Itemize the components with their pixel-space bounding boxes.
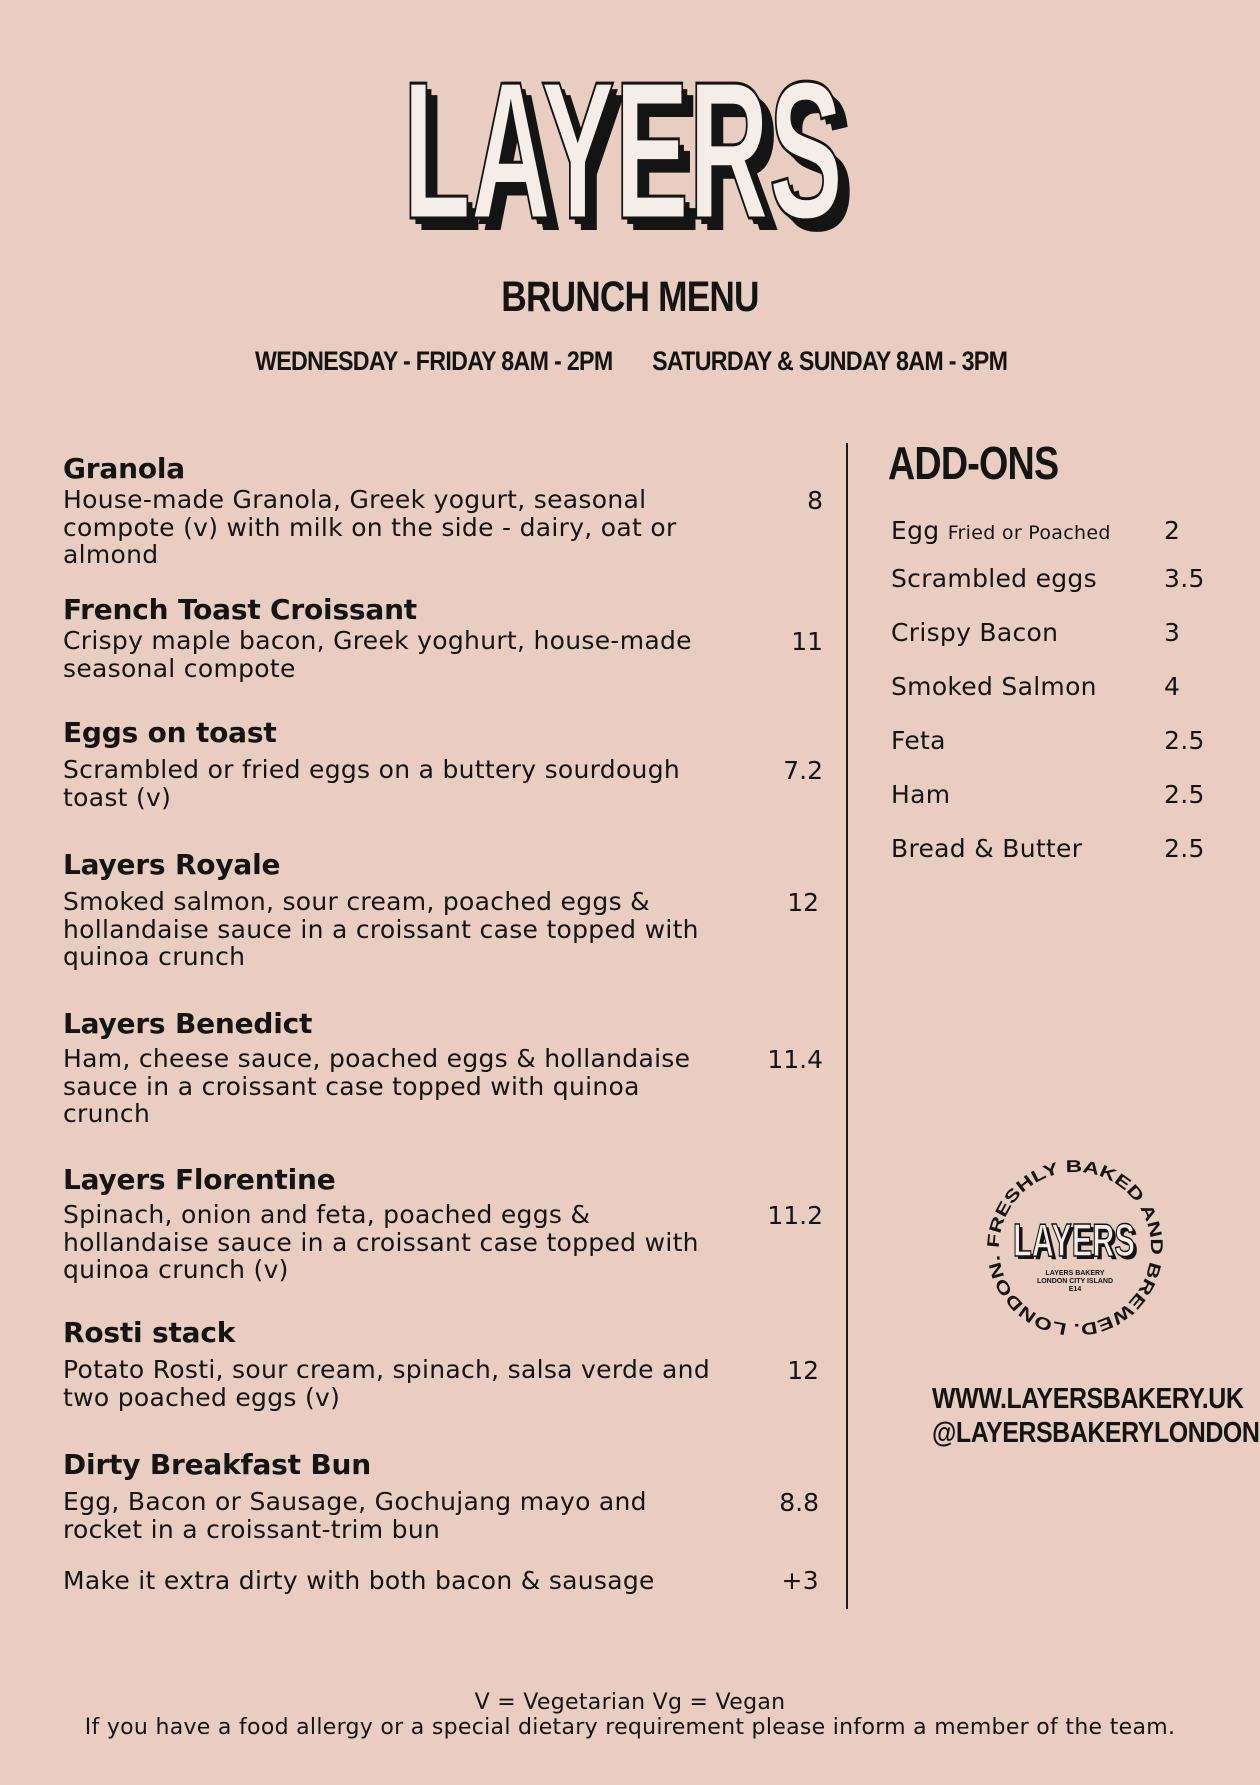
dietary-legend: V = Vegetarian Vg = Vegan bbox=[474, 1690, 786, 1715]
addon-price: 3 bbox=[1164, 618, 1181, 647]
addon-item bbox=[891, 726, 1211, 755]
addon-name: Feta bbox=[891, 726, 946, 755]
logo-face: LAYERS bbox=[403, 41, 843, 255]
social-handle[interactable]: @LAYERSBAKERYLONDON bbox=[932, 1417, 1260, 1449]
item-price: 12 bbox=[787, 1356, 819, 1385]
extra-price: +3 bbox=[781, 1566, 819, 1595]
addon-name: Scrambled eggs bbox=[891, 564, 1097, 593]
menu-item bbox=[63, 848, 823, 971]
addon-item bbox=[891, 780, 1211, 809]
menu-item bbox=[63, 1448, 823, 1543]
item-name: Layers Royale bbox=[63, 848, 281, 881]
addon-price: 2.5 bbox=[1164, 780, 1205, 809]
item-price: 7.2 bbox=[783, 756, 823, 785]
addon-price: 3.5 bbox=[1164, 564, 1205, 593]
stamp-line: E14 bbox=[1068, 1286, 1082, 1293]
item-price: 8.8 bbox=[779, 1488, 819, 1517]
addons-title: ADD-ONS bbox=[888, 437, 1059, 489]
footer bbox=[0, 1690, 1260, 1740]
item-price: 11.2 bbox=[767, 1201, 823, 1230]
logo-shadow: LAYERS bbox=[414, 53, 854, 255]
item-description: Potato Rosti, sour cream, spinach, salsa verde and two poached eggs (v) bbox=[63, 1355, 710, 1412]
addon-item bbox=[891, 516, 1211, 545]
layers-logo bbox=[380, 40, 880, 255]
item-description: Spinach, onion and feta, poached eggs & hollandaise sauce in a croissant case topped with quinoa crunch (v) bbox=[63, 1200, 699, 1284]
weekend-hours: SATURDAY & SUNDAY 8AM - 3PM bbox=[652, 346, 1008, 376]
weekday-hours: WEDNESDAY - FRIDAY 8AM - 2PM bbox=[255, 346, 613, 376]
addon-price: 2 bbox=[1164, 516, 1181, 545]
addon-name: Egg bbox=[891, 516, 940, 545]
item-name: Layers Benedict bbox=[63, 1007, 313, 1040]
item-description: Ham, cheese sauce, poached eggs & hollandaise sauce in a croissant case topped with quinoa crunch bbox=[63, 1044, 691, 1128]
stamp-ring-text: FRESHLY BAKED AND BREWED. LONDON. bbox=[983, 1156, 1167, 1340]
logo-shadow-2: LAYERS bbox=[408, 47, 848, 255]
menu-item bbox=[63, 593, 823, 682]
column-divider bbox=[846, 443, 848, 1609]
item-name: Rosti stack bbox=[63, 1316, 236, 1349]
menu-item bbox=[63, 1163, 823, 1284]
item-description: Egg, Bacon or Sausage, Gochujang mayo and rocket in a croissant-trim bun bbox=[63, 1487, 647, 1544]
extra-text: Make it extra dirty with both bacon & sausage bbox=[63, 1566, 655, 1595]
item-description: House-made Granola, Greek yogurt, seasonal compote (v) with milk on the side - dairy, oat or almond bbox=[63, 485, 677, 569]
item-description: Crispy maple bacon, Greek yoghurt, house-made seasonal compote bbox=[63, 626, 692, 683]
item-price: 12 bbox=[787, 888, 819, 917]
stamp-line: LONDON CITY ISLAND bbox=[1036, 1278, 1114, 1285]
stamp-logo-shadow: LAYERS bbox=[1016, 1217, 1138, 1269]
stamp-logo: LAYERS bbox=[1013, 1214, 1135, 1266]
addon-item bbox=[891, 564, 1211, 593]
item-name: Eggs on toast bbox=[63, 716, 277, 749]
item-name: Layers Florentine bbox=[63, 1163, 336, 1196]
item-name: Dirty Breakfast Bun bbox=[63, 1448, 371, 1481]
bakery-stamp bbox=[975, 1148, 1175, 1348]
website-link[interactable]: WWW.LAYERSBAKERY.UK bbox=[932, 1383, 1244, 1415]
menu-item bbox=[63, 452, 823, 569]
menu-item bbox=[63, 1007, 823, 1128]
addon-item bbox=[891, 672, 1211, 701]
item-name: French Toast Croissant bbox=[63, 593, 417, 626]
addon-item bbox=[891, 618, 1211, 647]
addon-item bbox=[891, 834, 1211, 863]
addon-note: Fried or Poached bbox=[947, 522, 1111, 544]
addon-name: Smoked Salmon bbox=[891, 672, 1097, 701]
addon-name: Ham bbox=[891, 780, 951, 809]
menu-item bbox=[63, 1316, 823, 1411]
addon-price: 4 bbox=[1164, 672, 1181, 701]
item-price: 8 bbox=[807, 486, 823, 515]
addon-name: Crispy Bacon bbox=[891, 618, 1059, 647]
allergy-notice: If you have a food allergy or a special dietary requirement please inform a member of the team. bbox=[84, 1715, 1176, 1740]
item-name: Granola bbox=[63, 452, 185, 485]
item-price: 11.4 bbox=[767, 1045, 823, 1074]
item-description: Smoked salmon, sour cream, poached eggs & hollandaise sauce in a croissant case topped with quinoa crunch bbox=[63, 887, 699, 971]
contact-links bbox=[932, 1382, 1259, 1450]
stamp-line: LAYERS BAKERY bbox=[1045, 1270, 1105, 1277]
page-title: BRUNCH MENU bbox=[501, 273, 759, 321]
addon-price: 2.5 bbox=[1164, 834, 1205, 863]
addon-name: Bread & Butter bbox=[891, 834, 1083, 863]
menu-item bbox=[63, 716, 823, 811]
item-description: Scrambled or fried eggs on a buttery sourdough toast (v) bbox=[63, 755, 681, 812]
opening-hours bbox=[255, 346, 1008, 377]
item-price: 11 bbox=[791, 627, 823, 656]
extra-option bbox=[63, 1566, 823, 1595]
addon-price: 2.5 bbox=[1164, 726, 1205, 755]
